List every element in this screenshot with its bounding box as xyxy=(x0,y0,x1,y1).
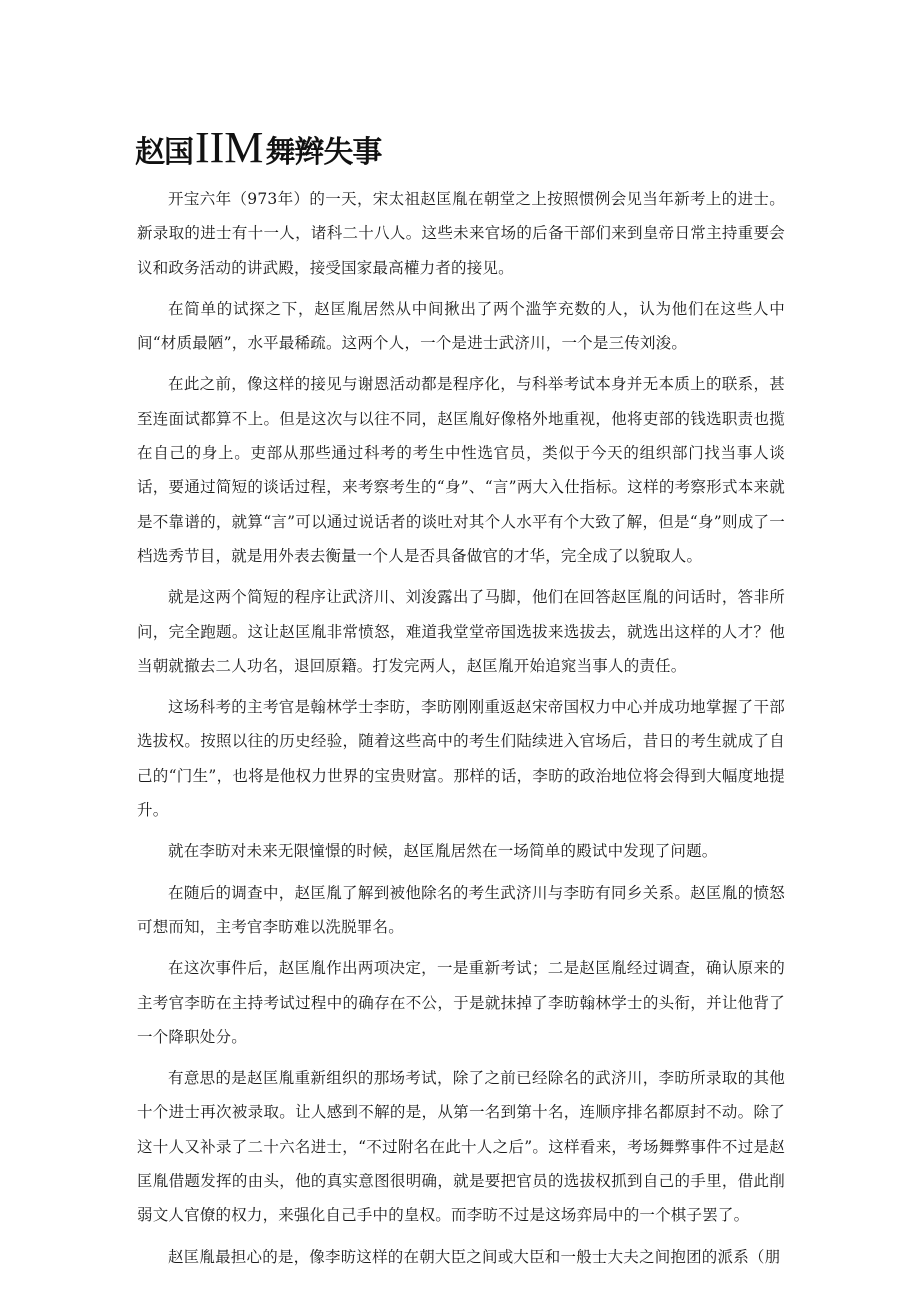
paragraph: 开宝六年（973年）的一天，宋太祖赵匡胤在朝堂之上按照惯例会见当年新考上的进士。新录取的进士有十一人，诸科二十八人。这些未来官场的后备干部们来到皇帝日常主持重要会议和政务活动的讲武殿，接受国家最高權力者的接见。 xyxy=(137,190,785,277)
article-title xyxy=(135,122,381,173)
paragraph: 在随后的调查中，赵匡胤了解到被他除名的考生武济川与李昉有同乡关系。赵匡胤的愤怒可想而知，主考官李昉难以洗脱罪名。 xyxy=(137,883,785,936)
paragraph: 在这次事件后，赵匡胤作出两项决定，一是重新考试；二是赵匡胤经过调查，确认原来的主考官李昉在主持考试过程中的确存在不公，于是就抹掉了李昉翰林学士的头衔，并让他背了一个降职处分。 xyxy=(137,959,785,1046)
paragraph: 就是这两个简短的程序让武济川、刘浚露出了马脚，他们在回答赵匡胤的问话时，答非所问，完全跑题。这让赵匡胤非常愤怒，难道我堂堂帝国选拔来选拔去，就选出这样的人才？他当朝就撤去二人功名，退回原籍。打发完两人，赵匡胤开始追窕当事人的责任。 xyxy=(137,588,785,675)
paragraph: 在此之前，像这样的接见与谢恩活动都是程序化，与科举考试本身并无本质上的联系，甚至连面试都算不上。但是这次与以往不同，赵匡胤好像格外地重视，他将吏部的钱选职责也揽在自己的身上。吏部从那些通过科考的考生中性选官员，类似于今天的组织部门找当事人谈话，要通过简短的谈话过程，来考察考生的“身”、“言”两大入仕指标。这样的考察形式本来就是不靠谱的，就算“言”可以通过说话者的谈吐对其个人水平有个大致了解，但是“身”则成了一档选秀节目，就是用外表去衡量一个人是否具备做官的才华，完全成了以貌取人。 xyxy=(137,375,785,565)
paragraph: 有意思的是赵匡胤重新组织的那场考试，除了之前已经除名的武济川，李昉所录取的其他十个进士再次被录取。让人感到不解的是，从第一名到第十名，连顺序排名都原封不动。除了这十人又补录了二十六名进士，“不过附名在此十人之后”。这样看来，考场舞弊事件不过是赵匡胤借题发挥的由头，他的真实意图很明确，就是要把官员的选拔权抓到自己的手里，借此削弱文人官僚的权力，来强化自己手中的皇权。而李昉不过是这场弈局中的一个棋子罢了。 xyxy=(137,1069,785,1225)
paragraph: 在简单的试探之下，赵匡胤居然从中间揪出了两个滥竽充数的人，认为他们在这些人中间“材质最陋”，水平最稀疏。这两个人，一个是进士武济川，一个是三传刘浚。 xyxy=(137,299,785,353)
title-part-2: IIM xyxy=(195,123,264,172)
paragraph: 赵匡胤最担心的是，像李昉这样的在朝大臣之间或大臣和一般士大夫之间抱团的派系（朋 xyxy=(168,1247,781,1266)
paragraph: 这场科考的主考官是翰林学士李昉，李昉刚刚重返赵宋帝国权力中心并成功地掌握了干部选拔权。按照以往的历史经验，随着这些高中的考生们陆续进入官场后，昔日的考生就成了自己的“门生”，也将是他权力世界的宝贵财富。那样的话，李昉的政治地位将会得到大幅度地提升。 xyxy=(137,698,785,820)
paragraph: 就在李昉对未来无限憧憬的时候，赵匡胤居然在一场简单的殿试中发现了问题。 xyxy=(168,842,718,861)
title-part-3: 舞辫失事 xyxy=(265,135,382,170)
title-part-1: 赵国 xyxy=(135,135,193,170)
article-body xyxy=(137,182,785,1281)
